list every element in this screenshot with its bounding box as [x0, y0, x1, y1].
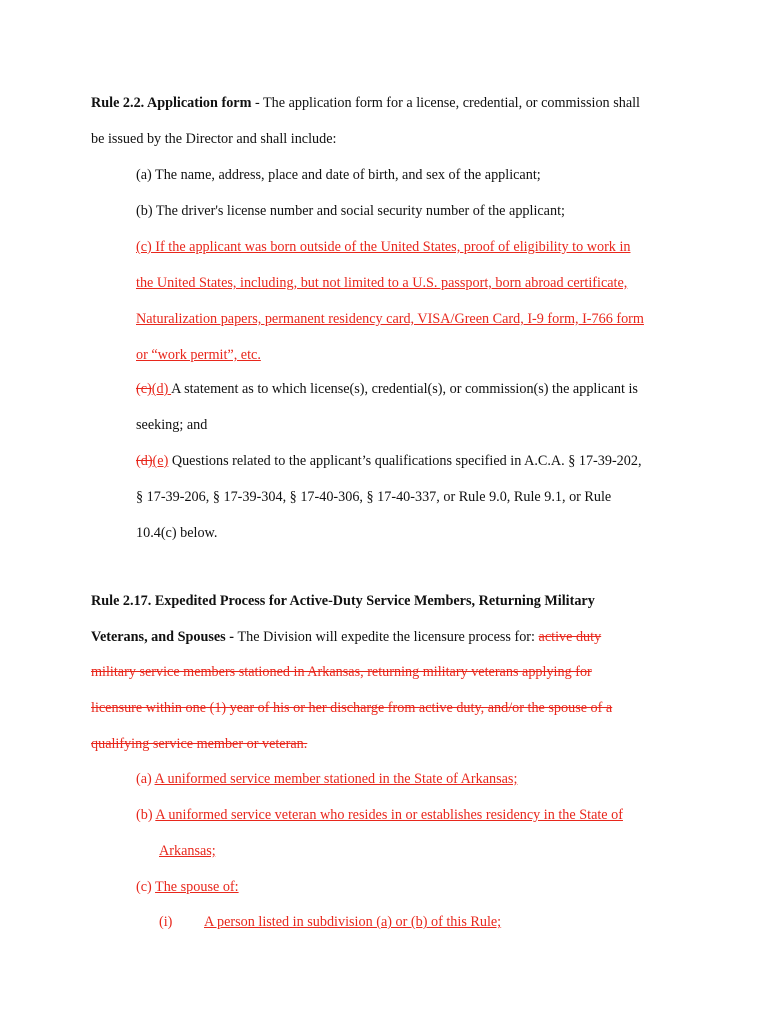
rule-2-2-item-b: (b) The driver's license number and social security number of the applicant; — [136, 203, 565, 219]
rule-2-17-item-c: (c) The spouse of: — [136, 879, 239, 895]
rule-2-17-deleted-line3: licensure within one (1) year of his or her discharge from active duty, and/or the spouse of a — [91, 700, 613, 716]
rule-2-2-item-a: (a) The name, address, place and date of birth, and sex of the applicant; — [136, 167, 541, 183]
deleted-label-c: (c) — [136, 381, 152, 397]
rule-2-17-heading-line2: Veterans, and Spouses - The Division will expedite the licensure process for: active duty — [91, 629, 602, 645]
rule-2-17-heading: Veterans, and Spouses - — [91, 629, 238, 645]
rule-2-17-heading-line1: Rule 2.17. Expedited Process for Active-Duty Service Members, Returning Military — [91, 593, 595, 609]
rule-2-17-item-b-line2: Arkansas; — [159, 843, 216, 859]
rule-2-17-sub-i-label: (i) — [159, 914, 173, 930]
rule-2-2-item-e-line3: 10.4(c) below. — [136, 525, 218, 541]
rule-2-2-item-c-line3: Naturalization papers, permanent residency card, VISA/Green Card, I-9 form, I-766 form — [136, 311, 644, 327]
rule-2-17-item-a: (a) A uniformed service member stationed in the State of Arkansas; — [136, 771, 518, 787]
rule-2-17-sub-i-text: A person listed in subdivision (a) or (b) of this Rule; — [204, 914, 502, 930]
rule-2-17-item-b-line1: (b) A uniformed service veteran who resides in or establishes residency in the State of — [136, 807, 623, 823]
inserted-label-e: (e) — [152, 453, 169, 469]
rule-2-17-deleted-line4: qualifying service member or veteran. — [91, 736, 308, 752]
rule-2-2-heading: Rule 2.2. Application form — [91, 95, 252, 111]
rule-2-2-item-e-line2: § 17-39-206, § 17-39-304, § 17-40-306, § 17-40-337, or Rule 9.0, Rule 9.1, or Rule — [136, 489, 612, 505]
rule-2-17-deleted-line2: military service members stationed in Arkansas, returning military veterans applying for — [91, 664, 592, 680]
deleted-label-d: (d) — [136, 453, 153, 469]
rule-2-2-intro-line2: be issued by the Director and shall include: — [91, 131, 337, 147]
rule-2-2-item-c-line1: (c) If the applicant was born outside of the United States, proof of eligibility to work in — [136, 239, 631, 255]
rule-2-2-item-d-line2: seeking; and — [136, 417, 208, 433]
rule-2-2-item-d-line1: (c)(d) A statement as to which license(s), credential(s), or commission(s) the applicant is — [136, 381, 638, 397]
rule-2-2-item-c-line4: or “work permit”, etc. — [136, 347, 261, 363]
rule-2-2-item-e-line1: (d)(e) Questions related to the applicant’s qualifications specified in A.C.A. § 17-39-202, — [136, 453, 642, 469]
deleted-text: active duty — [538, 629, 602, 645]
rule-2-2-item-c-line2: the United States, including, but not limited to a U.S. passport, born abroad certificate, — [136, 275, 628, 291]
rule-2-2-intro-line1: Rule 2.2. Application form - The application form for a license, credential, or commission shall — [91, 95, 640, 111]
inserted-label-d: (d) — [151, 381, 172, 397]
